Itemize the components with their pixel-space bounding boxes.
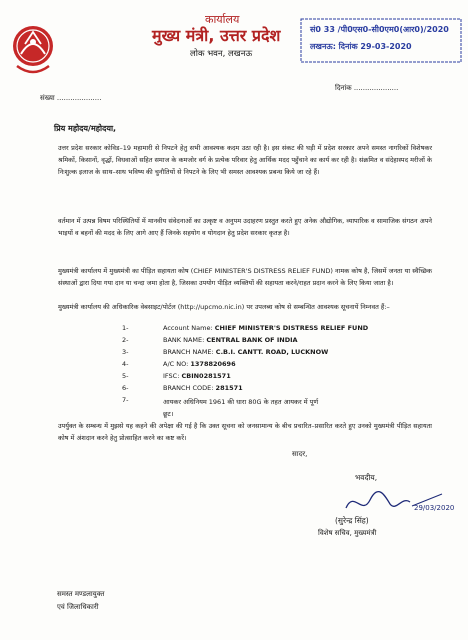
row-value: CHIEF MINISTER'S DISTRESS RELIEF FUND (214, 324, 369, 332)
row-number: 5- (122, 372, 129, 380)
row-number: 4- (122, 360, 129, 368)
sankhya-field: संख्या .................... (40, 94, 102, 102)
sign-off: भवदीय, (355, 473, 378, 482)
signer-designation: विशेष सचिव, मुख्यमंत्री (318, 529, 377, 537)
row-number: 7- (122, 396, 129, 404)
row-label: Account Name: (163, 324, 215, 332)
letterhead-title: मुख्य मंत्री, उत्तर प्रदेश (152, 26, 281, 45)
dinank-field: दिनांक .................... (335, 84, 399, 92)
up-government-emblem (11, 20, 55, 80)
row-number: 2- (122, 336, 129, 344)
row-value: CENTRAL BANK OF INDIA (206, 336, 298, 344)
row-value: 281571 (215, 384, 243, 392)
recipient-line-2: एवं जिलाधिकारी (57, 603, 99, 611)
paragraph-4: मुख्यमंत्री कार्यालय की अधिकारिक वेबसाइट/पोर्टल (http://upcmo.nic.in) पर उपलब्ध कोष से सम्बन्धित आवश्यक सूचनायें निम्नवत हैं:– (58, 303, 390, 311)
row-number: 1- (122, 324, 129, 332)
row-label: BRANCH NAME: (163, 348, 216, 356)
office-label: कार्यालय (205, 13, 240, 26)
signer-name: (सुरेन्द्र सिंह) (335, 516, 369, 525)
row-value: CBIN0281571 (181, 372, 231, 380)
row-label: BANK NAME: (163, 336, 207, 344)
paragraph-5: उपर्युक्त के सम्बन्ध में मुझसे यह कहने की अपेक्षा की गई है कि उक्त सूचना को जनसामान्य के बीच प्रचारित–प्रसारित करते हुए उनको मुख्यमंत्री पीड़ित सहायता कोष में अंशदान करने हेतु प्रोत्साहित करने का कष्ट करें। (58, 422, 432, 443)
row-number: 6- (122, 384, 129, 392)
paragraph-3: मुख्यमंत्री कार्यालय में मुख्यमंत्री का पीड़ित सहायता कोष (CHIEF MINISTER'S DISTRESS RELIEF FUND) नामक कोष है, जिसमें जनता या स्वैच्छिक संस्थाओं द्वारा दिया गया दान या चन्दा जमा होता है, जिसका उपयोग पीड़ित व्यक्तियों की सहायता करने/राहत प्रदान करने के लिए किया जाता है। (58, 267, 432, 288)
salutation: प्रिय महोदय/महोदया, (54, 124, 117, 133)
stamp-number: सं0 33 /पी0एस0-सी0एम0(आर0)/2020 (310, 25, 449, 34)
handwritten-signature (340, 486, 455, 516)
row-label: IFSC: (163, 372, 182, 380)
closing: सादर, (292, 450, 308, 458)
paragraph-1: उत्तर प्रदेश सरकार कोविड–19 महामारी से निपटने हेतु सभी आवश्यक कदम उठा रही है। इस संकट की घड़ी में प्रदेश सरकार अपने समस्त नागरिकों विशेषकर श्रमिकों, किसानों, वृद्धों, विधवाओं सहित समाज के कमजोर वर्ग के प्रत्येक परिवार हेतु आर्थिक मदद पहुँचाने का कार्य कर रही है। संक्रमित व संदेहास्पद मरीजों के निःशुल्क इलाज के साथ–साथ भविष्य की चुनौतियों से निपटने के लिए भी समस्त आवश्यक प्रबन्ध किये जा रहे हैं। (58, 144, 432, 177)
paragraph-2: वर्तमान में उत्पन्न विषम परिस्थितियों में मानवीय संवेदनाओं का उत्कृष्ट व अनुपम उदाहरण प्रस्तुत करते हुए अनेक औद्योगिक, व्यापारिक व सामाजिक संगठन अपने भाइयों व बहनों की मदद के लिए आगे आए हैं जिनके सहयोग व योगदान हेतु प्रदेश सरकार कृतज्ञ है। (58, 217, 432, 238)
stamp-date: लखनऊ: दिनांक 29-03-2020 (310, 42, 412, 51)
recipient-line-1: समस्त मण्डलायुक्त (57, 590, 105, 598)
row-label: BRANCH CODE: (163, 384, 216, 392)
row-value: 1378820696 (190, 360, 236, 368)
row-number: 3- (122, 348, 129, 356)
letterhead-address: लोक भवन, लखनऊ (190, 49, 253, 59)
row-label: A/C NO: (163, 360, 191, 368)
row-label: आयकर अधिनियम 1961 की धारा 80G के तहत आयकर में पूर्ण छूट। (163, 398, 319, 418)
row-value: C.B.I. CANTT. ROAD, LUCKNOW (215, 348, 329, 356)
account-row (122, 396, 432, 420)
svg-text:29/03/2020: 29/03/2020 (414, 504, 455, 512)
